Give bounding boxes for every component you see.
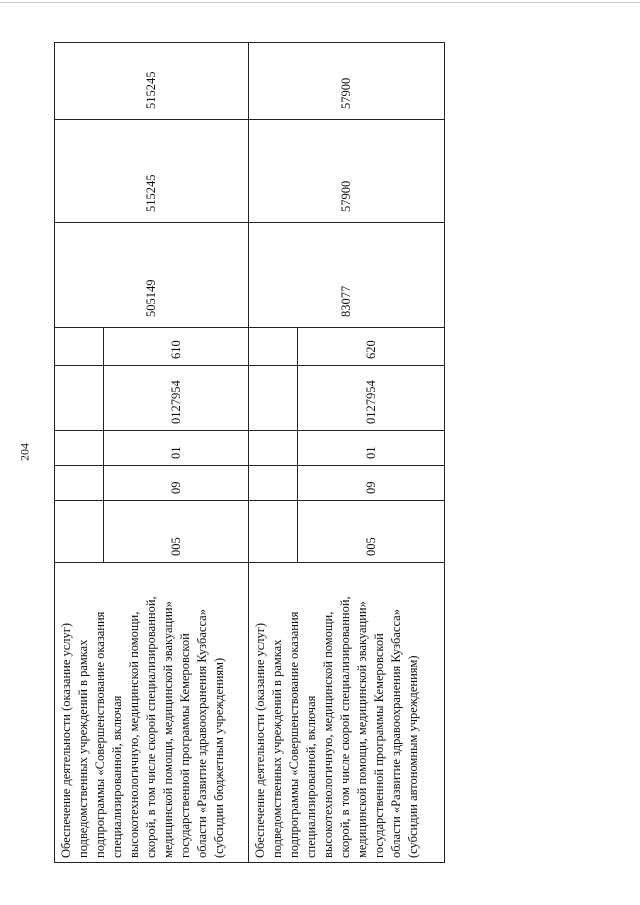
- budget-table: [54, 42, 445, 863]
- row-1-subsection-code: 01: [55, 431, 249, 466]
- row-2-value-3: 57900: [249, 43, 445, 120]
- row-1-ministry-code: 005: [55, 501, 249, 563]
- row-1-value-3: 515245: [55, 43, 249, 120]
- row-2-subsection-code: 01: [249, 431, 445, 466]
- row-1-target-code: 0127954: [55, 366, 249, 431]
- row-2-value-1: 83077: [249, 223, 445, 328]
- row-2-section-code: 09: [249, 466, 445, 501]
- row-1-value-1: 505149: [55, 223, 249, 328]
- row-2-kind-code: 620: [249, 328, 445, 366]
- row-1-value-2: 515245: [55, 120, 249, 223]
- row-1-section-code: 09: [55, 466, 249, 501]
- top-border-line: [0, 2, 640, 3]
- row-2-target-code: 0127954: [249, 366, 445, 431]
- table-row: [249, 43, 445, 863]
- row-1-kind-code: 610: [55, 328, 249, 366]
- row-2-description: Обеспечение деятельности (оказание услуг) подведомственных учреждений в рамках подпрограммы «Совершенствование оказания специализированной, включая высокотехнологичную, медицинской помощи, скорой, в том числе скорой специализированной, медицинской помощи, медицинской эвакуации» государственной программы Кемеровской области «Развитие здравоохранения Кузбасса» (субсидии автономным учреждениям): [249, 563, 445, 863]
- budget-table-container: [54, 43, 444, 863]
- row-1-description: Обеспечение деятельности (оказание услуг) подведомственных учреждений в рамках подпрограммы «Совершенствование оказания специализированной, включая высокотехнологичную, медицинской помощи, скорой, в том числе скорой специализированной, медицинской помощи, медицинской эвакуации» государственной программы Кемеровской области «Развитие здравоохранения Кузбасса» (субсидии бюджетным учреждениям): [55, 563, 249, 863]
- row-2-value-2: 57900: [249, 120, 445, 223]
- page-number: 204: [17, 443, 32, 461]
- table-row: [55, 43, 249, 863]
- row-2-ministry-code: 005: [249, 501, 445, 563]
